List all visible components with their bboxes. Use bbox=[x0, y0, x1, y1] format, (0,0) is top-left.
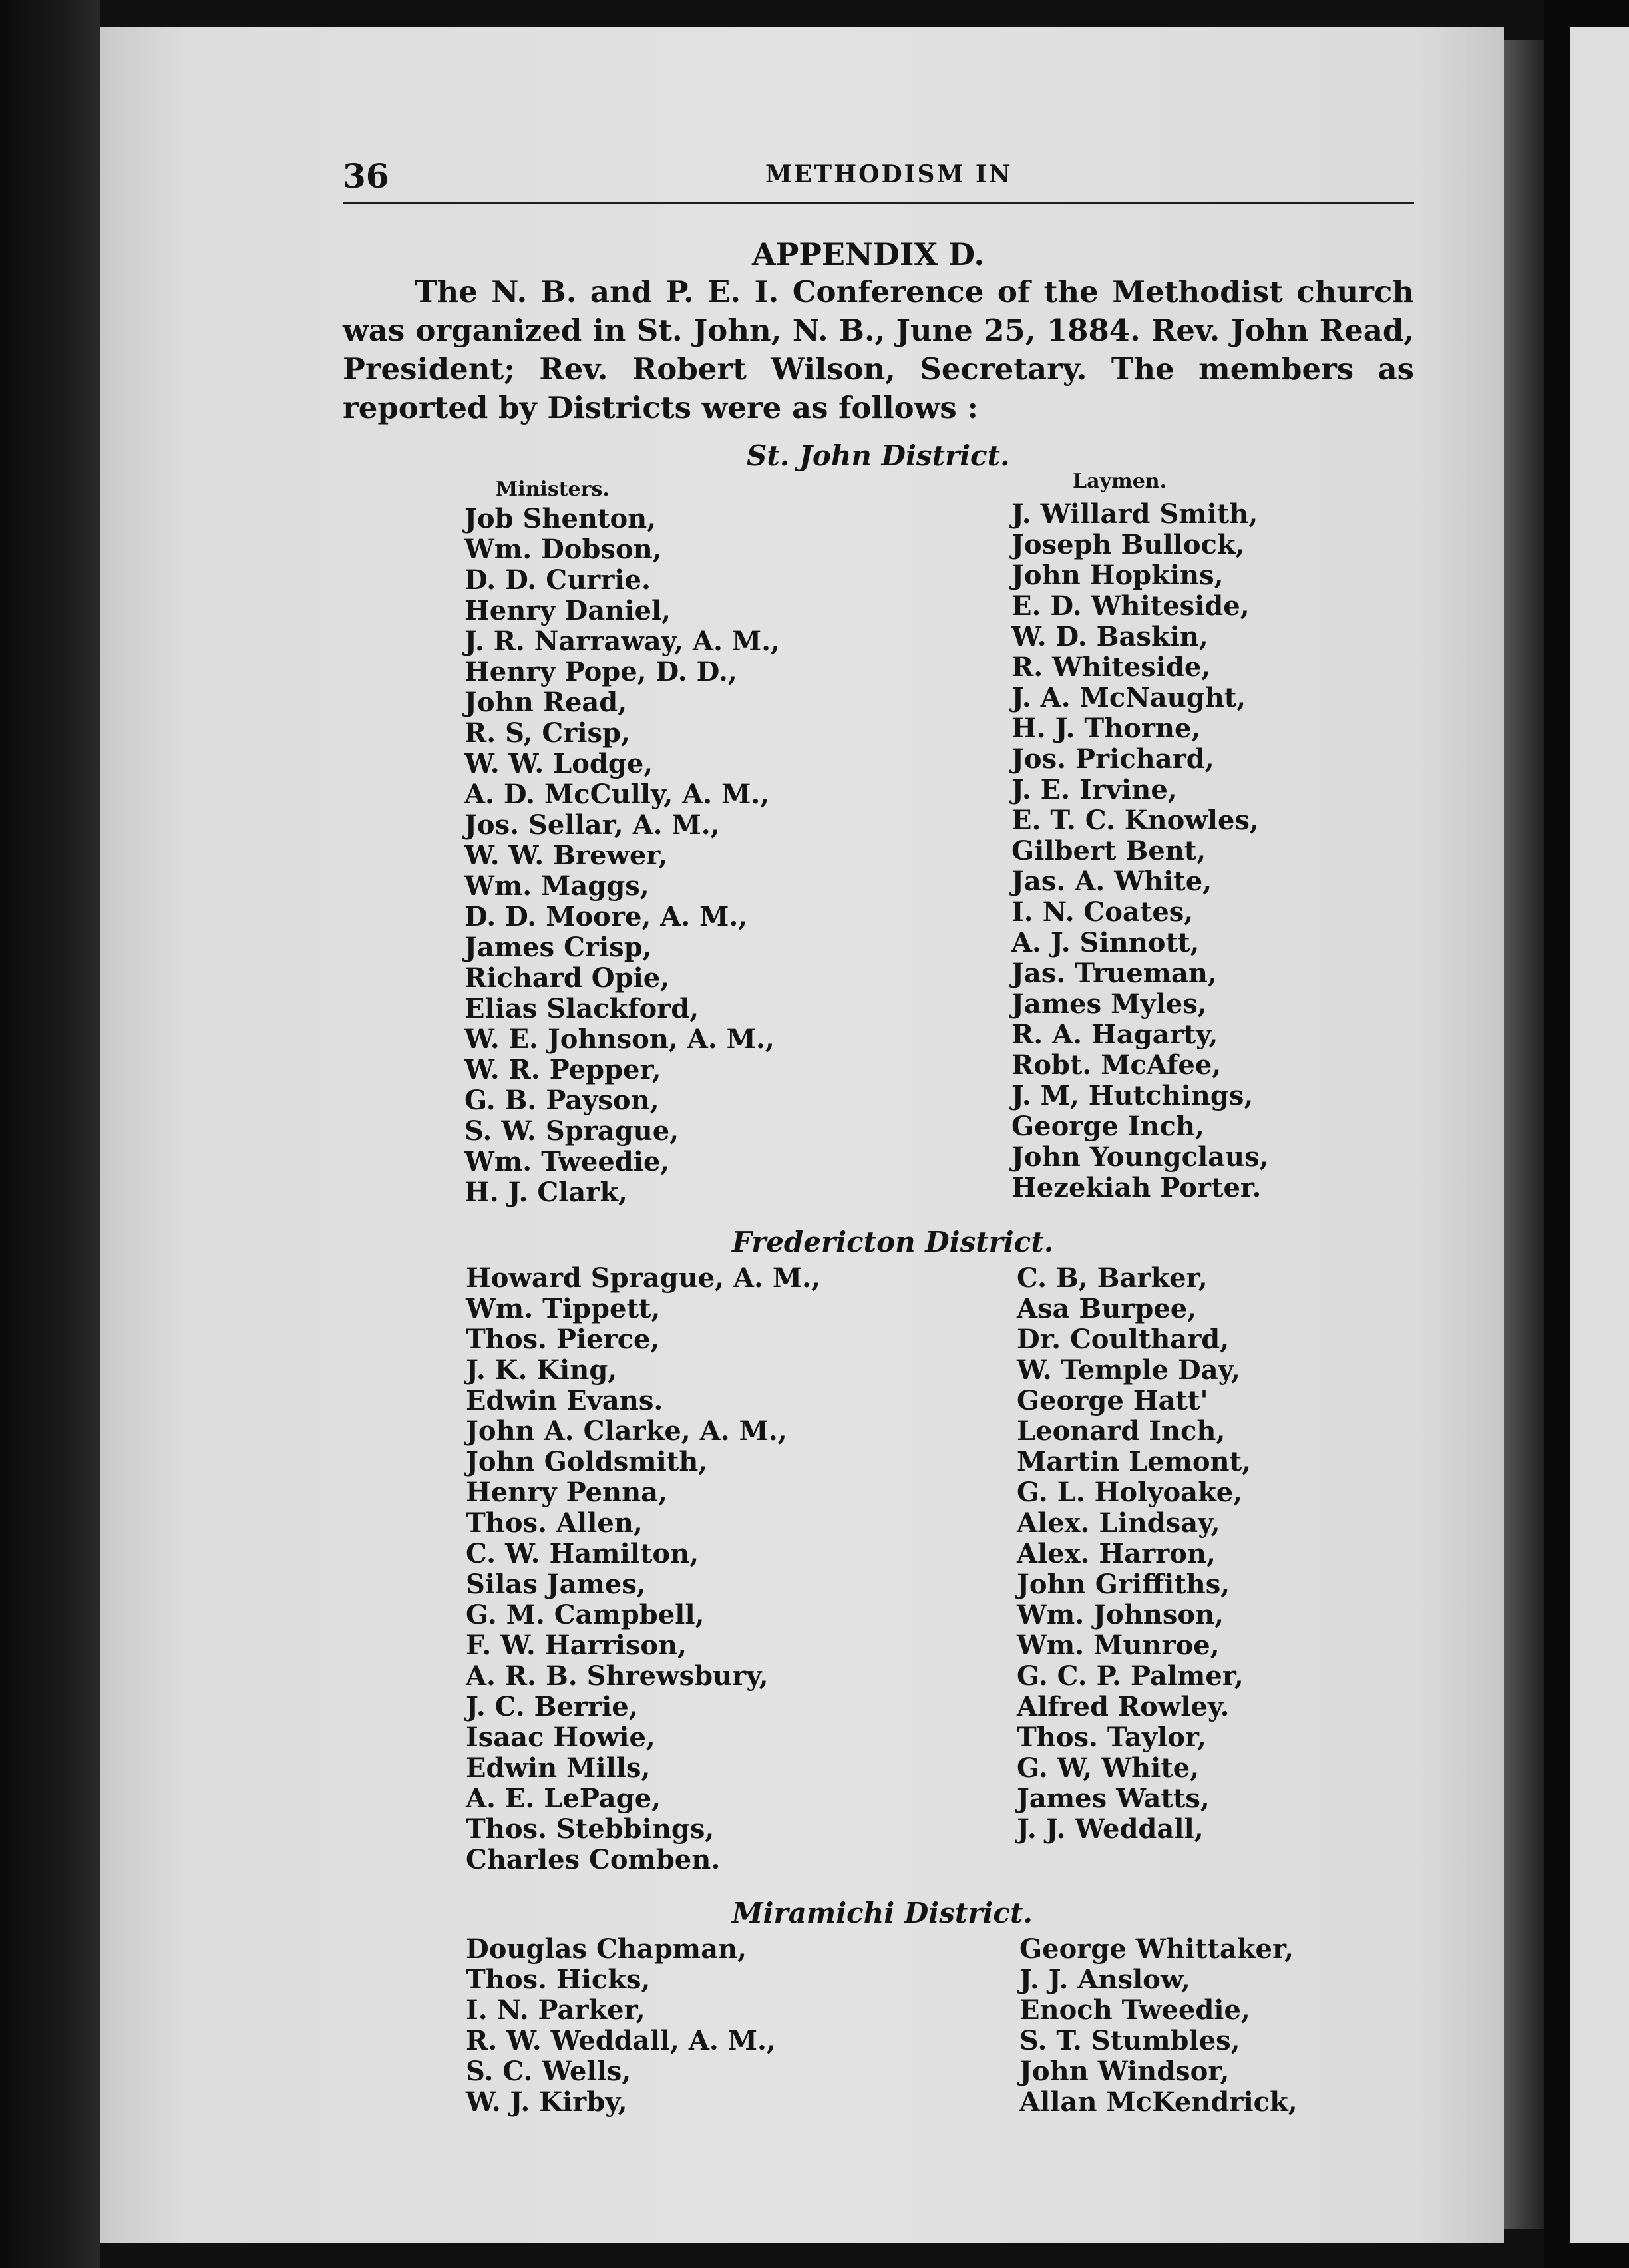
district-heading-miramichi: Miramichi District. bbox=[732, 1897, 1033, 1929]
member-name: Wm. Dobson, bbox=[464, 534, 662, 565]
member-name: J. E. Irvine, bbox=[1011, 774, 1177, 805]
member-name: John Hopkins, bbox=[1011, 560, 1224, 591]
header-rule bbox=[343, 202, 1414, 204]
member-name: S. T. Stumbles, bbox=[1019, 2025, 1240, 2056]
member-name: I. N. Parker, bbox=[466, 1994, 645, 2026]
member-name: Douglas Chapman, bbox=[466, 1933, 747, 1965]
member-name: Henry Penna, bbox=[466, 1477, 668, 1508]
member-name: J. Willard Smith, bbox=[1011, 498, 1258, 530]
member-name: J. R. Narraway, A. M., bbox=[464, 626, 780, 657]
member-name: H. J. Thorne, bbox=[1011, 713, 1201, 744]
member-name: George Inch, bbox=[1011, 1111, 1204, 1142]
page-header bbox=[240, 143, 1411, 203]
member-name: F. W. Harrison, bbox=[466, 1630, 687, 1661]
member-name: R. Whiteside, bbox=[1011, 652, 1211, 683]
laymen-list-miramichi bbox=[1019, 1934, 1298, 2118]
member-name: S. W. Sprague, bbox=[464, 1115, 679, 1147]
member-name: A. D. McCully, A. M., bbox=[464, 779, 770, 810]
member-name: D. D. Currie. bbox=[464, 564, 651, 596]
member-name: W. W. Brewer, bbox=[464, 840, 668, 871]
member-name: Enoch Tweedie, bbox=[1019, 1994, 1250, 2026]
ministers-list-st-john bbox=[464, 504, 780, 1208]
ministers-list-fredericton bbox=[466, 1263, 820, 1875]
page-edge-shadow bbox=[1504, 40, 1544, 2229]
member-name: George Hatt' bbox=[1017, 1385, 1208, 1416]
member-name: A. J. Sinnott, bbox=[1011, 927, 1200, 958]
member-name: Jos. Sellar, A. M., bbox=[464, 809, 720, 841]
member-name: Thos. Stebbings, bbox=[466, 1813, 715, 1845]
member-name: W. Temple Day, bbox=[1017, 1354, 1240, 1386]
member-name: Edwin Mills, bbox=[466, 1752, 651, 1784]
member-name: Thos. Allen, bbox=[466, 1507, 643, 1539]
member-name: C. W. Hamilton, bbox=[466, 1538, 699, 1569]
member-name: Hezekiah Porter. bbox=[1011, 1172, 1262, 1203]
member-name: John Griffiths, bbox=[1017, 1569, 1230, 1600]
member-name: Wm. Tippett, bbox=[466, 1293, 661, 1324]
member-name: W. W. Lodge, bbox=[464, 748, 653, 779]
member-name: E. D. Whiteside, bbox=[1011, 590, 1250, 622]
member-name: J. A. McNaught, bbox=[1011, 682, 1246, 713]
member-name: Allan McKendrick, bbox=[1019, 2086, 1298, 2118]
member-name: J. J. Weddall, bbox=[1017, 1813, 1204, 1845]
member-name: G. B. Payson, bbox=[464, 1085, 659, 1116]
member-name: Wm. Tweedie, bbox=[464, 1146, 670, 1177]
member-name: Wm. Maggs, bbox=[464, 870, 649, 902]
member-name: J. J. Anslow, bbox=[1019, 1964, 1190, 1995]
member-name: D. D. Moore, A. M., bbox=[464, 901, 748, 932]
ministers-list-miramichi bbox=[466, 1934, 776, 2118]
member-name: W. J. Kirby, bbox=[466, 2086, 628, 2118]
member-name: Leonard Inch, bbox=[1017, 1416, 1226, 1447]
member-name: Silas James, bbox=[466, 1569, 646, 1600]
member-name: Alfred Rowley. bbox=[1017, 1691, 1230, 1722]
next-page-strip bbox=[1570, 27, 1629, 2243]
member-name: Richard Opie, bbox=[464, 962, 670, 994]
member-name: John Youngclaus, bbox=[1011, 1141, 1269, 1173]
member-name: R. W. Weddall, A. M., bbox=[466, 2025, 776, 2056]
member-name: G. W, White, bbox=[1017, 1752, 1200, 1784]
member-name: Elias Slackford, bbox=[464, 993, 699, 1024]
member-name: J. C. Berrie, bbox=[466, 1691, 638, 1722]
member-name: Jas. A. White, bbox=[1011, 866, 1212, 897]
member-name: J. K. King, bbox=[466, 1354, 618, 1386]
member-name: Thos. Hicks, bbox=[466, 1964, 651, 1995]
member-name: Howard Sprague, A. M., bbox=[466, 1262, 821, 1294]
member-name: W. R. Pepper, bbox=[464, 1054, 661, 1085]
intro-paragraph bbox=[343, 273, 1414, 427]
running-head: METHODISM IN bbox=[765, 160, 1013, 188]
member-name: Robt. McAfee, bbox=[1011, 1049, 1222, 1081]
member-name: George Whittaker, bbox=[1019, 1933, 1294, 1965]
member-name: James Myles, bbox=[1011, 988, 1207, 1020]
member-name: Edwin Evans. bbox=[466, 1385, 663, 1416]
member-name: John Goldsmith, bbox=[466, 1446, 708, 1477]
district-heading-st-john: St. John District. bbox=[747, 439, 1010, 472]
member-name: Joseph Bullock, bbox=[1011, 529, 1245, 560]
member-name: Alex. Lindsay, bbox=[1017, 1507, 1220, 1539]
member-name: John Windsor, bbox=[1019, 2056, 1230, 2087]
member-name: James Crisp, bbox=[464, 932, 652, 963]
laymen-list-st-john bbox=[1011, 499, 1269, 1203]
member-name: A. R. B. Shrewsbury, bbox=[466, 1660, 769, 1692]
member-name: S. C. Wells, bbox=[466, 2056, 632, 2087]
member-name: Martin Lemont, bbox=[1017, 1446, 1252, 1477]
scan-background-left bbox=[0, 0, 100, 2268]
member-name: Wm. Munroe, bbox=[1017, 1630, 1220, 1661]
member-name: John Read, bbox=[464, 687, 628, 718]
member-name: E. T. C. Knowles, bbox=[1011, 805, 1259, 836]
member-name: Asa Burpee, bbox=[1017, 1293, 1197, 1324]
appendix-title: APPENDIX D. bbox=[752, 236, 985, 272]
member-name: Isaac Howie, bbox=[466, 1722, 655, 1753]
member-name: Charles Comben. bbox=[466, 1844, 721, 1875]
member-name: R. S, Crisp, bbox=[464, 717, 630, 749]
member-name: Wm. Johnson, bbox=[1017, 1599, 1224, 1630]
member-name: Thos. Taylor, bbox=[1017, 1722, 1206, 1753]
laymen-list-fredericton bbox=[1017, 1263, 1251, 1845]
member-name: Thos. Pierce, bbox=[466, 1324, 660, 1355]
member-name: C. B, Barker, bbox=[1017, 1262, 1208, 1294]
member-name: Job Shenton, bbox=[464, 503, 657, 534]
member-name: W. D. Baskin, bbox=[1011, 621, 1208, 652]
member-name: Alex. Harron, bbox=[1017, 1538, 1216, 1569]
member-name: Henry Daniel, bbox=[464, 595, 671, 626]
member-name: Henry Pope, D. D., bbox=[464, 656, 737, 687]
member-name: Jas. Trueman, bbox=[1011, 958, 1217, 989]
page-number: 36 bbox=[343, 156, 389, 196]
district-heading-fredericton: Fredericton District. bbox=[732, 1226, 1054, 1258]
member-name: G. C. P. Palmer, bbox=[1017, 1660, 1244, 1692]
member-name: Gilbert Bent, bbox=[1011, 835, 1206, 866]
member-name: G. M. Campbell, bbox=[466, 1599, 705, 1630]
member-name: H. J. Clark, bbox=[464, 1177, 628, 1208]
member-name: I. N. Coates, bbox=[1011, 896, 1194, 928]
column-header-ministers: Ministers. bbox=[496, 478, 610, 501]
member-name: A. E. LePage, bbox=[466, 1783, 661, 1814]
intro-text: The N. B. and P. E. I. Conference of the Methodist church was organized in St. John, N. B., June 25, 1884. Rev. John Read, President; Rev. Robert Wilson, Secretary. The members as reported by Districts were as follows : bbox=[343, 274, 1414, 425]
column-header-laymen: Laymen. bbox=[1073, 470, 1167, 493]
member-name: James Watts, bbox=[1017, 1783, 1210, 1814]
member-name: W. E. Johnson, A. M., bbox=[464, 1024, 775, 1055]
member-name: R. A. Hagarty, bbox=[1011, 1019, 1218, 1050]
member-name: John A. Clarke, A. M., bbox=[466, 1416, 787, 1447]
member-name: G. L. Holyoake, bbox=[1017, 1477, 1243, 1508]
member-name: J. M, Hutchings, bbox=[1011, 1080, 1254, 1111]
member-name: Jos. Prichard, bbox=[1011, 743, 1214, 775]
member-name: Dr. Coulthard, bbox=[1017, 1324, 1230, 1355]
